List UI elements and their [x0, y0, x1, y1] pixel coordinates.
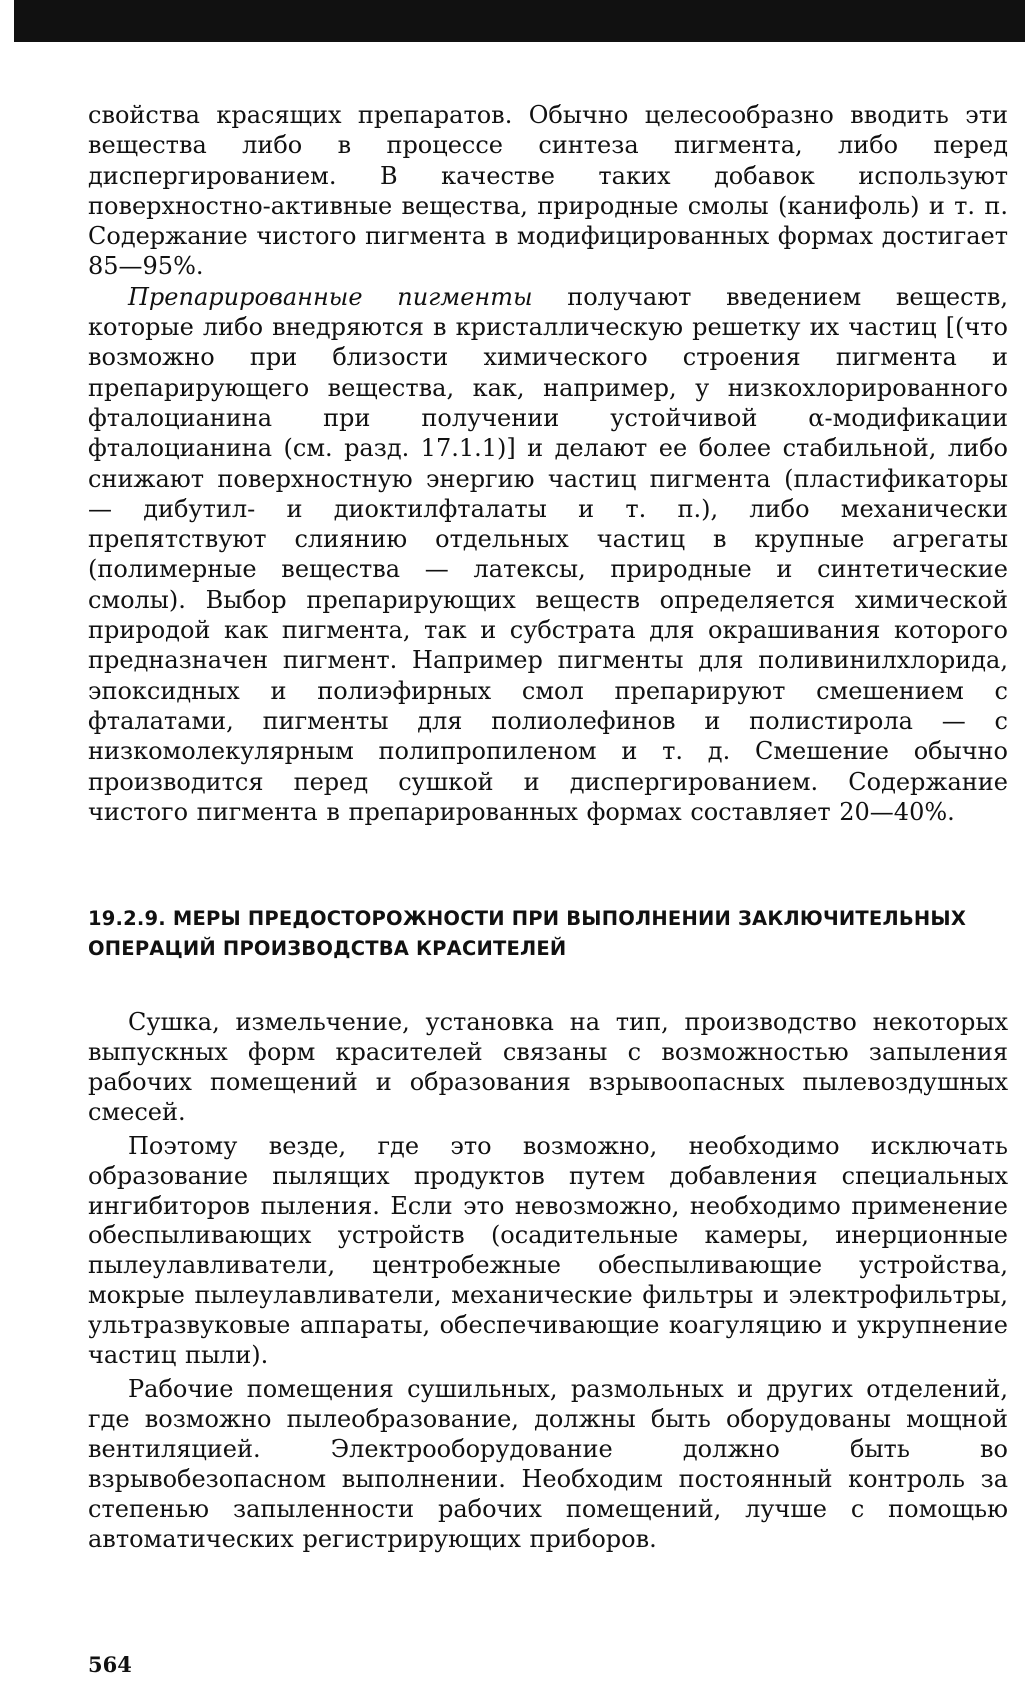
paragraph-dust-prevention: Поэтому везде, где это возможно, необходимо исключать образование пылящих продуктов путем добавления специальных ингибиторов пыления. Если это невозможно, необходимо применение обеспыливающих устройств (осадительные камеры, инерционные пылеулавливатели, центробежные обеспыливающие устройства, мокрые пылеулавливатели, механические фильтры и электрофильтры, ультразвуковые аппараты, обеспечивающие коагуляцию и укрупнение частиц пыли). [88, 1131, 1008, 1370]
paragraph-ventilation: Рабочие помещения сушильных, размольных и других отделений, где возможно пылеобразование, должны быть оборудованы мощной вентиляцией. Электрооборудование должно быть во взрывобезопасном выполнении. Необходим постоянный контроль за степенью запыленности рабочих помещений, лучше с помощью автоматических регистрирующих приборов. [88, 1375, 1008, 1553]
paragraph-modified-forms: свойства красящих препаратов. Обычно целесообразно вводить эти вещества либо в процессе синтеза пигмента, либо перед диспергированием. В качестве таких добавок используют поверхностно-активные вещества, природные смолы (канифоль) и т. п. Содержание чистого пигмента в модифицированных формах достигает 85—95%. [88, 101, 1008, 281]
page-number: 564 [88, 1652, 132, 1677]
paragraph-prepared-pigments-text: получают введением веществ, которые либо внедряются в кристаллическую решетку их частиц [(что возможно при близости химического строения пигмента и препарирующего вещества, как, например, у низкохлорированного фталоцианина при получении устойчивой α-модификации фталоцианина (см. разд. 17.1.1)] и делают ее более стабильной, либо снижают поверхностную энергию частиц пигмента (пластификаторы — дибутил- и диоктилфталаты и т. п.), либо механически препятствуют слиянию отдельных частиц в крупные агрегаты (полимерные вещества — латексы, природные и синтетические смолы). Выбор препарирующих веществ определяется химической природой как пигмента, так и субстрата для окрашивания которого предназначен пигмент. Например пигменты для поливинилхлорида, эпоксидных и полиэфирных смол препарируют смешением с фталатами, пигменты для полиолефинов и полистирола — с низкомолекулярным полипропиленом и т. д. Смешение обычно производится перед сушкой и диспергированием. Содержание чистого пигмента в препарированных формах составляет 20—40%. [88, 282, 1008, 826]
paragraph-prepared-pigments [88, 282, 1008, 827]
term-prepared-pigments: Препарированные пигменты [128, 282, 533, 311]
section-heading-line-2: ОПЕРАЦИЙ ПРОИЗВОДСТВА КРАСИТЕЛЕЙ [88, 937, 567, 961]
section-heading-line-1: 19.2.9. МЕРЫ ПРЕДОСТОРОЖНОСТИ ПРИ ВЫПОЛНЕНИИ ЗАКЛЮЧИТЕЛЬНЫХ [88, 907, 967, 931]
scan-top-border [14, 0, 1025, 42]
section-heading [88, 904, 1008, 964]
section-body [88, 1008, 1008, 1554]
document-page [88, 100, 1008, 1554]
paragraph-drying-hazards: Сушка, измельчение, установка на тип, производство некоторых выпускных форм красителей связаны с возможностью запыления рабочих помещений и образования взрывоопасных пылевоздушных смесей. [88, 1008, 1008, 1126]
